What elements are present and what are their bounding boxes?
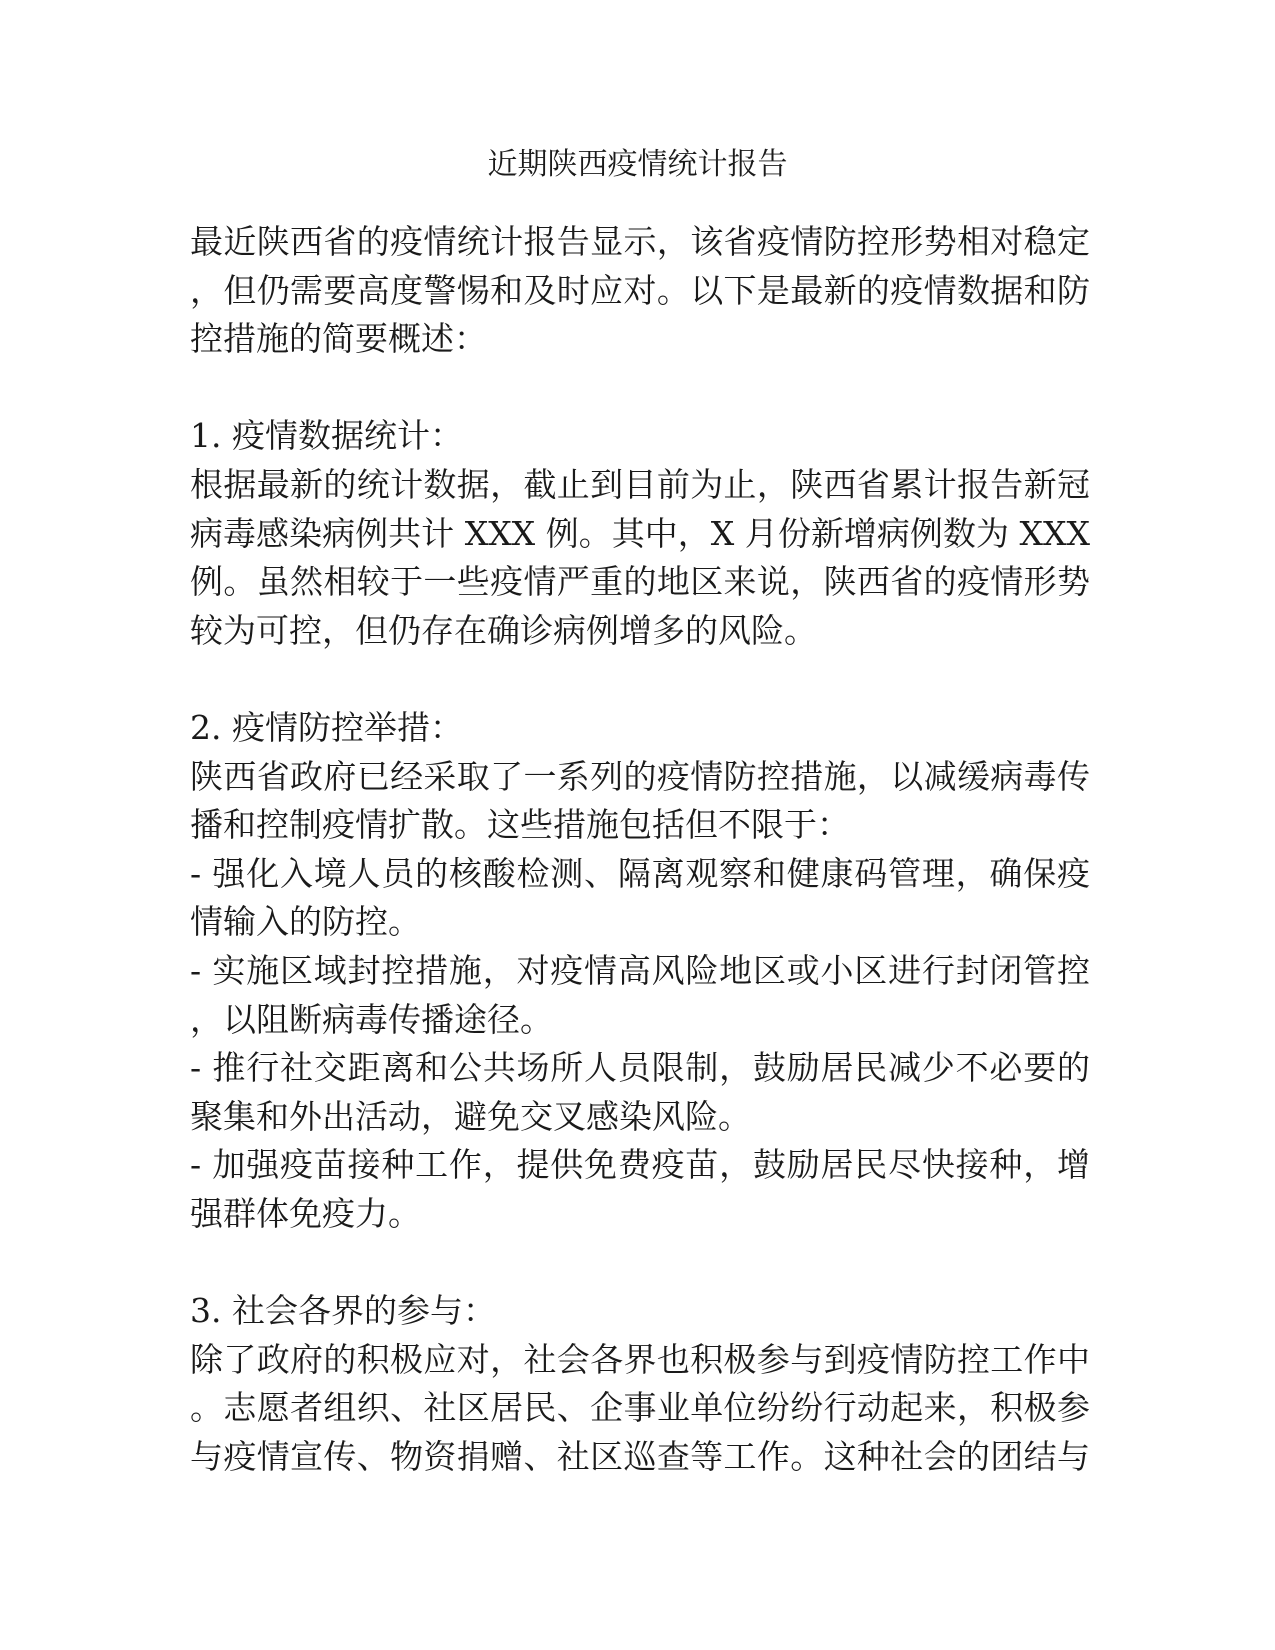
paragraph-line: 除了政府的积极应对，社会各界也积极参与到疫情防控工作中 bbox=[190, 1339, 1090, 1379]
bullet-line: ，以阻断病毒传播途径。 bbox=[190, 999, 553, 1039]
document-title: 近期陕西疫情统计报告 bbox=[487, 147, 788, 182]
intro-line: 控措施的简要概述： bbox=[190, 319, 487, 359]
paragraph-line: 。志愿者组织、社区居民、企事业单位纷纷行动起来，积极参 bbox=[190, 1388, 1090, 1428]
section-heading: 1. 疫情数据统计： bbox=[190, 416, 463, 456]
paragraph-line: 与疫情宣传、物资捐赠、社区巡查等工作。这种社会的团结与 bbox=[190, 1436, 1090, 1476]
bullet-line: 情输入的防控。 bbox=[190, 902, 421, 942]
paragraph-line: 陕西省政府已经采取了一系列的疫情防控措施，以减缓病毒传 bbox=[190, 756, 1090, 796]
document-body bbox=[190, 218, 1090, 1481]
bullet-line: - 实施区域封控措施，对疫情高风险地区或小区进行封闭管控 bbox=[190, 950, 1090, 990]
paragraph-line: 根据最新的统计数据，截止到目前为止，陕西省累计报告新冠 bbox=[190, 464, 1090, 504]
bullet-line: - 推行社交距离和公共场所人员限制，鼓励居民减少不必要的 bbox=[190, 1048, 1090, 1088]
paragraph-spacer bbox=[190, 364, 1090, 413]
paragraph-line: 病毒感染病例共计 XXX 例。其中，X 月份新增病例数为 XXX bbox=[190, 513, 1090, 553]
bullet-line: - 加强疫苗接种工作，提供免费疫苗，鼓励居民尽快接种，增 bbox=[190, 1145, 1090, 1185]
paragraph-spacer bbox=[190, 1238, 1090, 1287]
section-heading: 2. 疫情防控举措： bbox=[190, 707, 463, 747]
intro-line: 最近陕西省的疫情统计报告显示，该省疫情防控形势相对稳定 bbox=[190, 222, 1090, 261]
paragraph-line: 播和控制疫情扩散。这些措施包括但不限于： bbox=[190, 805, 850, 845]
intro-line: ，但仍需要高度警惕和及时应对。以下是最新的疫情数据和防 bbox=[190, 270, 1090, 310]
paragraph-line: 例。虽然相较于一些疫情严重的地区来说，陕西省的疫情形势 bbox=[190, 562, 1090, 602]
paragraph-spacer bbox=[190, 655, 1090, 704]
bullet-line: - 强化入境人员的核酸检测、隔离观察和健康码管理，确保疫 bbox=[190, 853, 1090, 893]
section-heading: 3. 社会各界的参与： bbox=[190, 1291, 496, 1331]
bullet-line: 强群体免疫力。 bbox=[190, 1193, 421, 1233]
bullet-line: 聚集和外出活动，避免交叉感染风险。 bbox=[190, 1096, 751, 1136]
paragraph-line: 较为可控，但仍存在确诊病例增多的风险。 bbox=[190, 610, 817, 650]
